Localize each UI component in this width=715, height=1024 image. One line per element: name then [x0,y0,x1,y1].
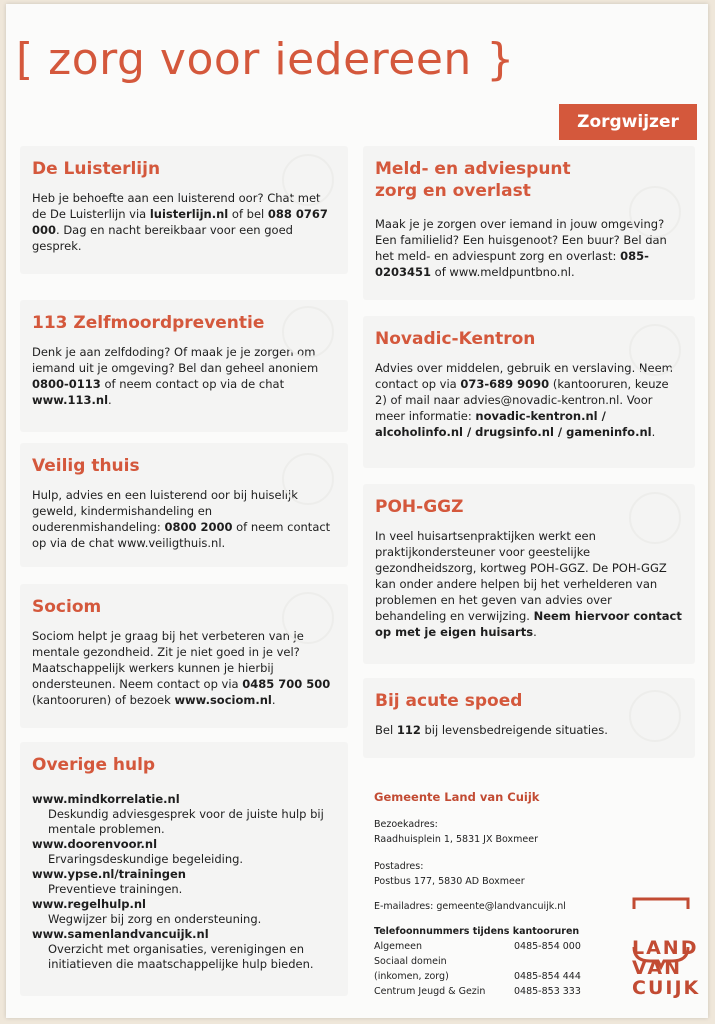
link-doorenvoor[interactable]: www.doorenvoor.nl [32,837,158,851]
card-body: Maak je je zorgen over iemand in jouw omgeving? Een familielid? Een huisgenoot? Een buur? Bel dan het meld- en adviespunt zorg en overlast: 085-0203451 of www.meldpuntbno.nl. [375,217,667,279]
novadic-links[interactable]: novadic-kentron.nl / alcoholinfo.nl / drugsinfo.nl / gameninfo.nl [375,409,652,439]
link-samenlandvancuijk[interactable]: www.samenlandvancuijk.nl [32,927,209,941]
watermark-icon [629,186,681,238]
card-body: Bel 112 bij levensbedreigende situaties. [375,723,608,737]
luisterlijn-phone[interactable]: 088 0767 000 [32,207,328,237]
logo-text: LAND VAN CUIJK [632,937,701,999]
phone-label: Centrum Jeugd & Gezin [374,986,486,997]
poh-emphasis: Neem hiervoor contact op met je eigen huisarts [375,609,682,639]
list-item [32,867,336,897]
sociom-link[interactable]: www.sociom.nl [174,693,272,707]
card-veilig-thuis [20,443,348,567]
sociom-phone[interactable]: 0485 700 500 [242,677,331,691]
visit-address: Raadhuisplein 1, 5831 JX Boxmeer [374,834,539,845]
card-title: Sociom [32,597,102,617]
veilig-phone[interactable]: 0800 2000 [164,520,233,534]
phone-number[interactable] [514,954,604,969]
card-title: Overige hulp [32,755,156,775]
meldpunt-phone[interactable]: 085-0203451 [375,249,649,279]
visit-address-label: Bezoekadres: [374,819,438,830]
novadic-phone[interactable]: 073-689 9090 [460,377,550,391]
card-acute-spoed [363,678,695,758]
watermark-icon [282,306,334,358]
contact-title: Gemeente Land van Cuijk [374,790,540,804]
card-title: 113 Zelfmoordpreventie [32,313,265,333]
card-body: In veel huisartsenpraktijken werkt een praktijkondersteuner voor geestelijke gezondheidszorg, kortweg POH-GGZ. De POH-GGZ kan onder andere helpen bij het verhelderen van problemen en het geven van advies over behandeling en verwijzing. Neem hiervoor contact op met je eigen huisarts. [375,529,682,639]
link-description: Overzicht met organisaties, verenigingen en initiatieven die maatschappelijke hulp bieden. [48,942,314,971]
113-link[interactable]: www.113.nl [32,393,109,407]
card-113 [20,300,348,432]
link-regelhulp[interactable]: www.regelhulp.nl [32,897,146,911]
link-ypse[interactable]: www.ypse.nl/trainingen [32,867,186,881]
card-title: Novadic-Kentron [375,329,536,349]
zorgwijzer-tag: Zorgwijzer [559,104,697,140]
card-title: Bij acute spoed [375,691,523,711]
phone-number[interactable]: 0485-854 444 [514,971,581,982]
postal-address: Postbus 177, 5830 AD Boxmeer [374,876,525,887]
link-description: Preventieve trainingen. [48,882,183,896]
card-poh-ggz [363,484,695,664]
page-title: [ zorg voor iedereen } [16,34,515,85]
watermark-icon [282,154,334,206]
list-item [32,927,336,972]
contact-block [374,790,614,999]
watermark-icon [629,492,681,544]
email-address[interactable]: E-mailadres: gemeente@landvancuijk.nl [374,901,566,912]
phone-number[interactable]: 0485-854 000 [514,941,581,952]
card-body: Advies over middelen, gebruik en verslaving. Neem contact op via 073-689 9090 (kantooruren, keuze 2) of mail naar advies@novadic-kentron.nl. Voor meer informatie: novadic-kentron.nl / alcoholinfo.nl / drugsinfo.nl / gameninfo.nl. [375,361,673,439]
luisterlijn-link[interactable]: luisterlijn.nl [149,207,229,221]
card-meldpunt [363,146,695,300]
card-body: Heb je behoefte aan een luisterend oor? Chat met de De Luisterlijn via luisterlijn.nl of bel 088 0767 000. Dag en nacht bereikbaar voor een goed gesprek. [32,191,328,253]
phones-title: Telefoonnummers tijdens kantooruren [374,926,580,937]
card-body: Hulp, advies en een luisterend oor bij huiselijk geweld, kindermishandeling en ouderenmishandeling: 0800 2000 of neem contact op via de chat www.veiligthuis.nl. [32,488,331,550]
card-title: Veilig thuis [32,456,140,476]
phone-number[interactable]: 0485-853 333 [514,986,581,997]
list-item [32,897,336,927]
card-novadic [363,316,695,468]
card-title: Meld- en adviespunt zorg en overlast [375,159,571,201]
card-title: De Luisterlijn [32,159,161,179]
phone-label: (inkomen, zorg) [374,971,449,982]
list-item [32,792,336,837]
watermark-icon [282,453,334,505]
card-body: Denk je aan zelfdoding? Of maak je je zorgen om iemand uit je omgeving? Bel dan geheel anoniem 0800-0113 of neem contact op via de chat www.113.nl. [32,345,319,407]
card-body: Sociom helpt je graag bij het verbeteren van je mentale gezondheid. Zit je niet goed in je vel? Maatschappelijk werkers kunnen je hierbij ondersteunen. Neem contact op via 0485 700 500 (kantooruren) of bezoek www.sociom.nl. [32,629,331,707]
link-description: Wegwijzer bij zorg en ondersteuning. [48,912,262,926]
card-overige-hulp [20,742,348,996]
link-description: Deskundig adviesgesprek voor de juiste hulp bij mentale problemen. [48,807,324,836]
card-title: POH-GGZ [375,497,464,517]
watermark-icon [629,324,681,376]
card-sociom [20,584,348,728]
113-phone[interactable]: 0800-0113 [32,377,101,391]
postal-address-label: Postadres: [374,861,424,872]
phone-label: Algemeen [374,941,422,952]
list-item [32,837,336,867]
link-mindkorrelatie[interactable]: www.mindkorrelatie.nl [32,792,180,806]
spoed-phone[interactable]: 112 [396,723,421,737]
link-description: Ervaringsdeskundige begeleiding. [48,852,244,866]
phone-list [374,924,614,999]
watermark-icon [282,592,334,644]
watermark-icon [629,690,681,742]
card-luisterlijn [20,146,348,274]
phone-label: Sociaal domein [374,956,447,967]
